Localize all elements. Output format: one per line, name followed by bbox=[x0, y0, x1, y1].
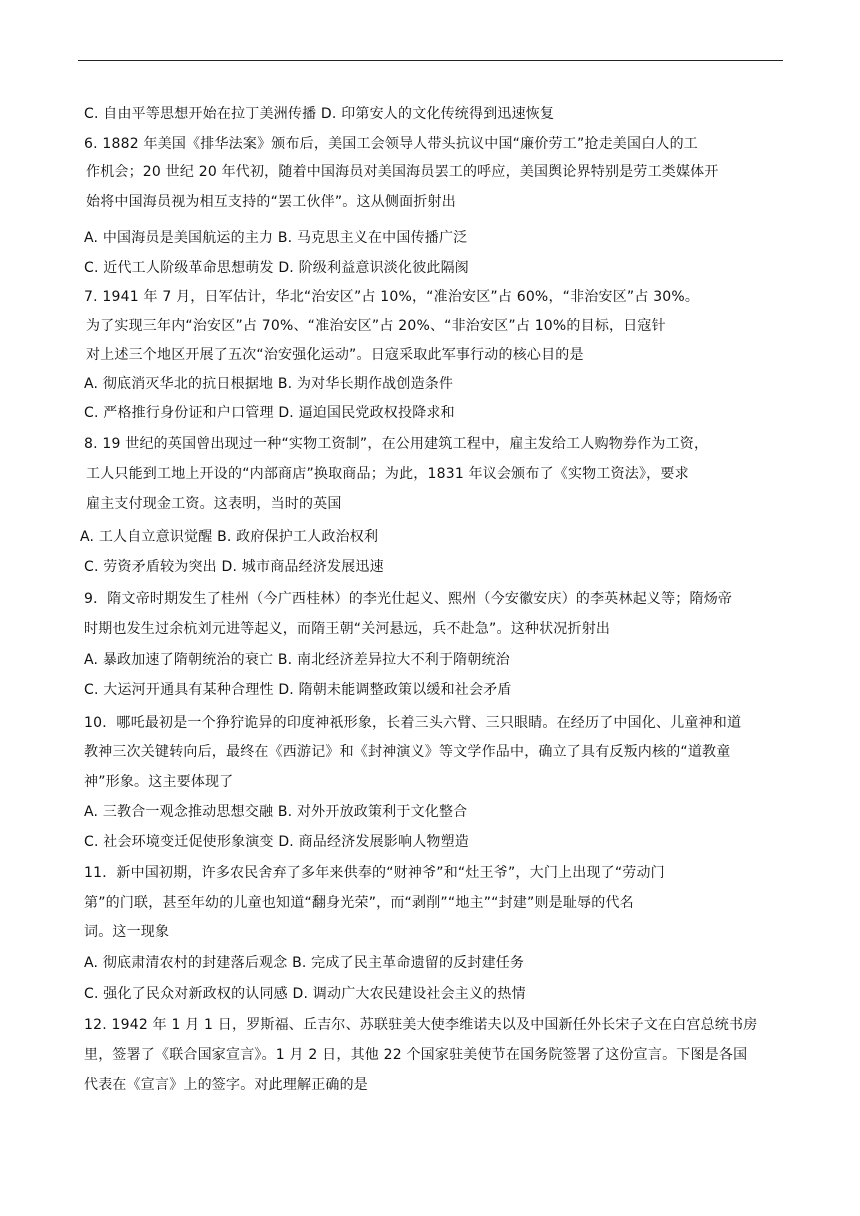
text-line: C. 自由平等思想开始在拉丁美洲传播 D. 印第安人的文化传统得到迅速恢复 bbox=[84, 106, 555, 122]
text-line: C. 社会环境变迁促使形象演变 D. 商品经济发展影响人物塑造 bbox=[84, 834, 470, 850]
text-line: 7. 1941 年 7 月，日军估计，华北“治安区”占 10%，“准治安区”占 60%，“非治安区”占 30%。 bbox=[84, 289, 700, 305]
text-line: 9．隋文帝时期发生了桂州（今广西桂林）的李光仕起义、熙州（今安徽安庆）的李英林起义等；隋炀帝 bbox=[84, 591, 733, 607]
text-line: C. 近代工人阶级革命思想萌发 D. 阶级利益意识淡化彼此隔阂 bbox=[84, 260, 470, 276]
text-line: 工人只能到工地上开设的“内部商店”换取商品；为此，1831 年议会颁布了《实物工资法》，要求 bbox=[86, 466, 689, 482]
text-line: A. 三教合一观念推动思想交融 B. 对外开放政策利于文化整合 bbox=[84, 804, 468, 820]
text-line: C. 劳资矛盾较为突出 D. 城市商品经济发展迅速 bbox=[84, 559, 384, 575]
text-line: A. 工人自立意识觉醒 B. 政府保护工人政治权利 bbox=[80, 529, 379, 545]
text-line: A. 中国海员是美国航运的主力 B. 马克思主义在中国传播广泛 bbox=[84, 230, 468, 246]
text-line: A. 彻底消灭华北的抗日根据地 B. 为对华长期作战创造条件 bbox=[84, 376, 454, 392]
text-line: 教神三次关键转向后，最终在《西游记》和《封神演义》等文学作品中，确立了具有反叛内核的“道教童 bbox=[84, 744, 731, 760]
text-line: 10．哪吒最初是一个狰狞诡异的印度神祇形象，长着三头六臂、三只眼睛。在经历了中国化、儿童神和道 bbox=[84, 715, 742, 731]
text-line: 8. 19 世纪的英国曾出现过一种“实物工资制”，在公用建筑工程中，雇主发给工人购物券作为工资， bbox=[84, 436, 709, 452]
text-line: 词。这一现象 bbox=[84, 924, 170, 940]
text-line: 始将中国海员视为相互支持的“罢工伙伴”。这从侧面折射出 bbox=[86, 194, 456, 210]
text-line: 代表在《宣言》上的签字。对此理解正确的是 bbox=[84, 1077, 368, 1093]
text-line: 对上述三个地区开展了五次“治安强化运动”。日寇采取此军事行动的核心目的是 bbox=[86, 347, 584, 363]
text-line: 6. 1882 年美国《排华法案》颁布后，美国工会领导人带头抗议中国“廉价劳工”抢走美国白人的工 bbox=[84, 136, 698, 152]
text-line: 作机会；20 世纪 20 年代初，随着中国海员对美国海员罢工的呼应，美国舆论界特别是劳工类媒体开 bbox=[86, 164, 719, 180]
text-line: C. 强化了民众对新政权的认同感 D. 调动广大农民建设社会主义的热情 bbox=[84, 986, 526, 1002]
text-line: A. 彻底肃清农村的封建落后观念 B. 完成了民主革命遗留的反封建任务 bbox=[84, 955, 525, 971]
text-line: A. 暴政加速了隋朝统治的衰亡 B. 南北经济差异拉大不利于隋朝统治 bbox=[84, 652, 510, 668]
text-line: C. 严格推行身份证和户口管理 D. 逼迫国民党政权投降求和 bbox=[84, 405, 455, 421]
text-line: 12. 1942 年 1 月 1 日，罗斯福、丘吉尔、苏联驻美大使李维诺夫以及中国新任外长宋子文在白宫总统书房 bbox=[84, 1017, 758, 1033]
text-line: 第”的门联，甚至年幼的儿童也知道“翻身光荣”，而“剥削”“地主”“封建”则是耻辱的代名 bbox=[84, 895, 634, 911]
header-rule bbox=[78, 60, 783, 61]
text-line: 11．新中国初期，许多农民舍弃了多年来供奉的“财神爷”和“灶王爷”，大门上出现了“劳动门 bbox=[84, 865, 665, 881]
text-line: 雇主支付现金工资。这表明，当时的英国 bbox=[86, 496, 342, 512]
text-line: 神”形象。这主要体现了 bbox=[84, 774, 234, 790]
text-line: 里，签署了《联合国家宣言》。1 月 2 日，其他 22 个国家驻美使节在国务院签署了这份宣言。下图是各国 bbox=[84, 1047, 748, 1063]
text-line: 为了实现三年内“治安区”占 70%、“准治安区”占 20%、“非治安区”占 10%的目标，日寇针 bbox=[86, 318, 666, 334]
text-line: C. 大运河开通具有某种合理性 D. 隋朝未能调整政策以缓和社会矛盾 bbox=[84, 682, 512, 698]
text-line: 时期也发生过余杭刘元进等起义，而隋王朝“关河悬远，兵不赴急”。这种状况折射出 bbox=[84, 621, 611, 637]
